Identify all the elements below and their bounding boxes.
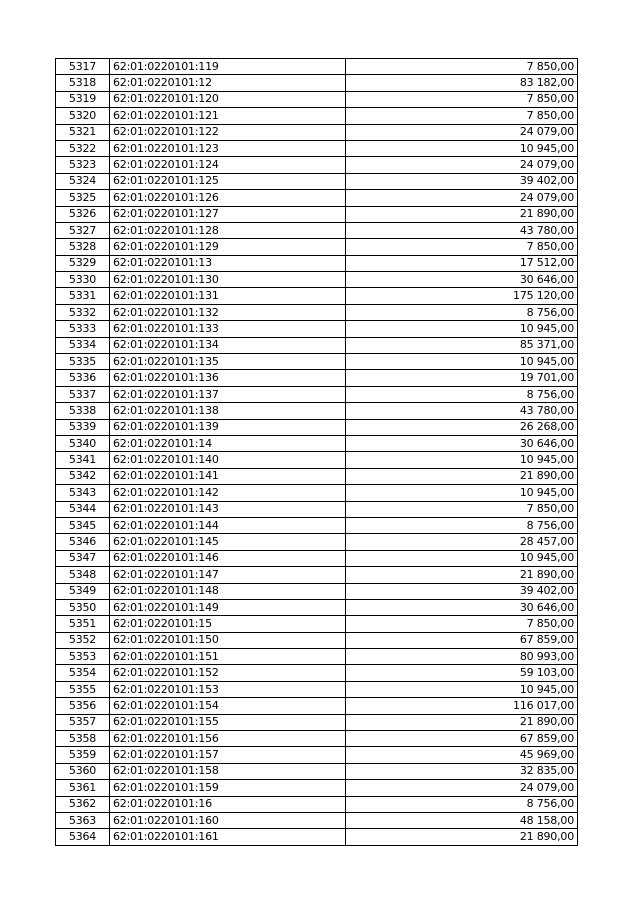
row-number-cell: 5327 xyxy=(56,222,110,238)
table-row xyxy=(56,698,578,714)
table-row xyxy=(56,124,578,140)
row-number-cell: 5349 xyxy=(56,583,110,599)
cadastral-number-cell: 62:01:0220101:132 xyxy=(110,304,346,320)
table-row xyxy=(56,59,578,75)
cadastral-number-cell: 62:01:0220101:16 xyxy=(110,796,346,812)
value-cell: 32 835,00 xyxy=(346,763,578,779)
row-number-cell: 5319 xyxy=(56,91,110,107)
value-cell: 10 945,00 xyxy=(346,485,578,501)
table-row xyxy=(56,649,578,665)
value-cell: 7 850,00 xyxy=(346,59,578,75)
row-number-cell: 5339 xyxy=(56,419,110,435)
row-number-cell: 5322 xyxy=(56,140,110,156)
row-number-cell: 5329 xyxy=(56,255,110,271)
row-number-cell: 5345 xyxy=(56,517,110,533)
value-cell: 24 079,00 xyxy=(346,780,578,796)
row-number-cell: 5361 xyxy=(56,780,110,796)
row-number-cell: 5355 xyxy=(56,681,110,697)
cadastral-number-cell: 62:01:0220101:127 xyxy=(110,206,346,222)
value-cell: 21 890,00 xyxy=(346,567,578,583)
row-number-cell: 5333 xyxy=(56,321,110,337)
table-row xyxy=(56,435,578,451)
table-row xyxy=(56,272,578,288)
table-row xyxy=(56,599,578,615)
row-number-cell: 5344 xyxy=(56,501,110,517)
table-row xyxy=(56,468,578,484)
table-row xyxy=(56,321,578,337)
cadastral-number-cell: 62:01:0220101:128 xyxy=(110,222,346,238)
table-row xyxy=(56,370,578,386)
row-number-cell: 5331 xyxy=(56,288,110,304)
cadastral-number-cell: 62:01:0220101:139 xyxy=(110,419,346,435)
row-number-cell: 5343 xyxy=(56,485,110,501)
table-row xyxy=(56,239,578,255)
table-row xyxy=(56,140,578,156)
value-cell: 30 646,00 xyxy=(346,435,578,451)
row-number-cell: 5357 xyxy=(56,714,110,730)
cadastral-number-cell: 62:01:0220101:136 xyxy=(110,370,346,386)
table-row xyxy=(56,517,578,533)
cadastral-number-cell: 62:01:0220101:121 xyxy=(110,108,346,124)
cadastral-number-cell: 62:01:0220101:135 xyxy=(110,354,346,370)
table-row xyxy=(56,550,578,566)
table-row xyxy=(56,419,578,435)
cadastral-number-cell: 62:01:0220101:149 xyxy=(110,599,346,615)
table-row xyxy=(56,91,578,107)
value-cell: 7 850,00 xyxy=(346,616,578,632)
value-cell: 39 402,00 xyxy=(346,173,578,189)
cadastral-number-cell: 62:01:0220101:145 xyxy=(110,534,346,550)
row-number-cell: 5351 xyxy=(56,616,110,632)
cadastral-number-cell: 62:01:0220101:126 xyxy=(110,190,346,206)
cadastral-number-cell: 62:01:0220101:159 xyxy=(110,780,346,796)
cadastral-number-cell: 62:01:0220101:150 xyxy=(110,632,346,648)
table-row xyxy=(56,304,578,320)
value-cell: 83 182,00 xyxy=(346,75,578,91)
value-cell: 67 859,00 xyxy=(346,632,578,648)
value-cell: 59 103,00 xyxy=(346,665,578,681)
value-cell: 28 457,00 xyxy=(346,534,578,550)
table-row xyxy=(56,747,578,763)
row-number-cell: 5334 xyxy=(56,337,110,353)
table-row xyxy=(56,485,578,501)
value-cell: 21 890,00 xyxy=(346,468,578,484)
row-number-cell: 5348 xyxy=(56,567,110,583)
value-cell: 43 780,00 xyxy=(346,222,578,238)
row-number-cell: 5342 xyxy=(56,468,110,484)
row-number-cell: 5332 xyxy=(56,304,110,320)
value-cell: 24 079,00 xyxy=(346,190,578,206)
value-cell: 10 945,00 xyxy=(346,354,578,370)
row-number-cell: 5364 xyxy=(56,829,110,845)
row-number-cell: 5321 xyxy=(56,124,110,140)
table-row xyxy=(56,501,578,517)
value-cell: 10 945,00 xyxy=(346,140,578,156)
table-row xyxy=(56,632,578,648)
cadastral-number-cell: 62:01:0220101:125 xyxy=(110,173,346,189)
cadastral-number-cell: 62:01:0220101:157 xyxy=(110,747,346,763)
table-row xyxy=(56,157,578,173)
table-row xyxy=(56,714,578,730)
value-cell: 21 890,00 xyxy=(346,206,578,222)
table-row xyxy=(56,337,578,353)
cadastral-number-cell: 62:01:0220101:154 xyxy=(110,698,346,714)
table-body xyxy=(56,59,578,846)
cadastral-number-cell: 62:01:0220101:134 xyxy=(110,337,346,353)
row-number-cell: 5337 xyxy=(56,386,110,402)
value-cell: 8 756,00 xyxy=(346,304,578,320)
table-row xyxy=(56,731,578,747)
cadastral-number-cell: 62:01:0220101:131 xyxy=(110,288,346,304)
value-cell: 21 890,00 xyxy=(346,829,578,845)
cadastral-number-cell: 62:01:0220101:144 xyxy=(110,517,346,533)
value-cell: 48 158,00 xyxy=(346,812,578,828)
cadastral-number-cell: 62:01:0220101:119 xyxy=(110,59,346,75)
cadastral-number-cell: 62:01:0220101:148 xyxy=(110,583,346,599)
row-number-cell: 5335 xyxy=(56,354,110,370)
cadastral-number-cell: 62:01:0220101:124 xyxy=(110,157,346,173)
value-cell: 24 079,00 xyxy=(346,157,578,173)
table-row xyxy=(56,452,578,468)
table-row xyxy=(56,386,578,402)
value-cell: 7 850,00 xyxy=(346,239,578,255)
cadastral-number-cell: 62:01:0220101:130 xyxy=(110,272,346,288)
cadastral-number-cell: 62:01:0220101:14 xyxy=(110,435,346,451)
value-cell: 80 993,00 xyxy=(346,649,578,665)
row-number-cell: 5341 xyxy=(56,452,110,468)
value-cell: 7 850,00 xyxy=(346,108,578,124)
table-row xyxy=(56,222,578,238)
table-row xyxy=(56,173,578,189)
row-number-cell: 5323 xyxy=(56,157,110,173)
value-cell: 116 017,00 xyxy=(346,698,578,714)
value-cell: 21 890,00 xyxy=(346,714,578,730)
value-cell: 67 859,00 xyxy=(346,731,578,747)
row-number-cell: 5354 xyxy=(56,665,110,681)
value-cell: 30 646,00 xyxy=(346,599,578,615)
cadastral-number-cell: 62:01:0220101:155 xyxy=(110,714,346,730)
value-cell: 26 268,00 xyxy=(346,419,578,435)
value-cell: 7 850,00 xyxy=(346,91,578,107)
table-row xyxy=(56,829,578,845)
value-cell: 10 945,00 xyxy=(346,321,578,337)
table-row xyxy=(56,354,578,370)
value-cell: 43 780,00 xyxy=(346,403,578,419)
row-number-cell: 5347 xyxy=(56,550,110,566)
row-number-cell: 5356 xyxy=(56,698,110,714)
row-number-cell: 5353 xyxy=(56,649,110,665)
cadastral-number-cell: 62:01:0220101:147 xyxy=(110,567,346,583)
cadastral-number-cell: 62:01:0220101:129 xyxy=(110,239,346,255)
table-row xyxy=(56,534,578,550)
cadastral-number-cell: 62:01:0220101:13 xyxy=(110,255,346,271)
value-cell: 85 371,00 xyxy=(346,337,578,353)
table-row xyxy=(56,796,578,812)
table-row xyxy=(56,567,578,583)
row-number-cell: 5318 xyxy=(56,75,110,91)
value-cell: 45 969,00 xyxy=(346,747,578,763)
table-row xyxy=(56,780,578,796)
row-number-cell: 5328 xyxy=(56,239,110,255)
table-row xyxy=(56,288,578,304)
cadastral-number-cell: 62:01:0220101:15 xyxy=(110,616,346,632)
cadastral-number-cell: 62:01:0220101:137 xyxy=(110,386,346,402)
cadastral-number-cell: 62:01:0220101:142 xyxy=(110,485,346,501)
table-row xyxy=(56,190,578,206)
cadastral-number-cell: 62:01:0220101:141 xyxy=(110,468,346,484)
cadastral-number-cell: 62:01:0220101:12 xyxy=(110,75,346,91)
value-cell: 17 512,00 xyxy=(346,255,578,271)
row-number-cell: 5360 xyxy=(56,763,110,779)
value-cell: 30 646,00 xyxy=(346,272,578,288)
row-number-cell: 5362 xyxy=(56,796,110,812)
value-cell: 19 701,00 xyxy=(346,370,578,386)
table-row xyxy=(56,812,578,828)
table-row xyxy=(56,583,578,599)
row-number-cell: 5320 xyxy=(56,108,110,124)
cadastral-number-cell: 62:01:0220101:151 xyxy=(110,649,346,665)
row-number-cell: 5336 xyxy=(56,370,110,386)
table-row xyxy=(56,75,578,91)
table-row xyxy=(56,206,578,222)
row-number-cell: 5350 xyxy=(56,599,110,615)
row-number-cell: 5324 xyxy=(56,173,110,189)
cadastral-number-cell: 62:01:0220101:143 xyxy=(110,501,346,517)
row-number-cell: 5338 xyxy=(56,403,110,419)
cadastral-number-cell: 62:01:0220101:153 xyxy=(110,681,346,697)
table-row xyxy=(56,616,578,632)
cadastral-value-table xyxy=(55,58,578,846)
value-cell: 7 850,00 xyxy=(346,501,578,517)
cadastral-number-cell: 62:01:0220101:140 xyxy=(110,452,346,468)
table-row xyxy=(56,665,578,681)
table-row xyxy=(56,108,578,124)
table-row xyxy=(56,403,578,419)
cadastral-number-cell: 62:01:0220101:156 xyxy=(110,731,346,747)
value-cell: 39 402,00 xyxy=(346,583,578,599)
value-cell: 10 945,00 xyxy=(346,681,578,697)
cadastral-number-cell: 62:01:0220101:122 xyxy=(110,124,346,140)
cadastral-number-cell: 62:01:0220101:158 xyxy=(110,763,346,779)
cadastral-number-cell: 62:01:0220101:161 xyxy=(110,829,346,845)
row-number-cell: 5330 xyxy=(56,272,110,288)
table-row xyxy=(56,681,578,697)
value-cell: 8 756,00 xyxy=(346,386,578,402)
value-cell: 175 120,00 xyxy=(346,288,578,304)
cadastral-number-cell: 62:01:0220101:123 xyxy=(110,140,346,156)
cadastral-number-cell: 62:01:0220101:160 xyxy=(110,812,346,828)
value-cell: 24 079,00 xyxy=(346,124,578,140)
cadastral-number-cell: 62:01:0220101:138 xyxy=(110,403,346,419)
cadastral-number-cell: 62:01:0220101:120 xyxy=(110,91,346,107)
row-number-cell: 5346 xyxy=(56,534,110,550)
row-number-cell: 5358 xyxy=(56,731,110,747)
row-number-cell: 5359 xyxy=(56,747,110,763)
cadastral-number-cell: 62:01:0220101:146 xyxy=(110,550,346,566)
table-row xyxy=(56,255,578,271)
cadastral-number-cell: 62:01:0220101:133 xyxy=(110,321,346,337)
row-number-cell: 5326 xyxy=(56,206,110,222)
value-cell: 8 756,00 xyxy=(346,517,578,533)
row-number-cell: 5352 xyxy=(56,632,110,648)
value-cell: 10 945,00 xyxy=(346,452,578,468)
cadastral-number-cell: 62:01:0220101:152 xyxy=(110,665,346,681)
row-number-cell: 5317 xyxy=(56,59,110,75)
row-number-cell: 5363 xyxy=(56,812,110,828)
table-row xyxy=(56,763,578,779)
row-number-cell: 5340 xyxy=(56,435,110,451)
row-number-cell: 5325 xyxy=(56,190,110,206)
value-cell: 8 756,00 xyxy=(346,796,578,812)
value-cell: 10 945,00 xyxy=(346,550,578,566)
